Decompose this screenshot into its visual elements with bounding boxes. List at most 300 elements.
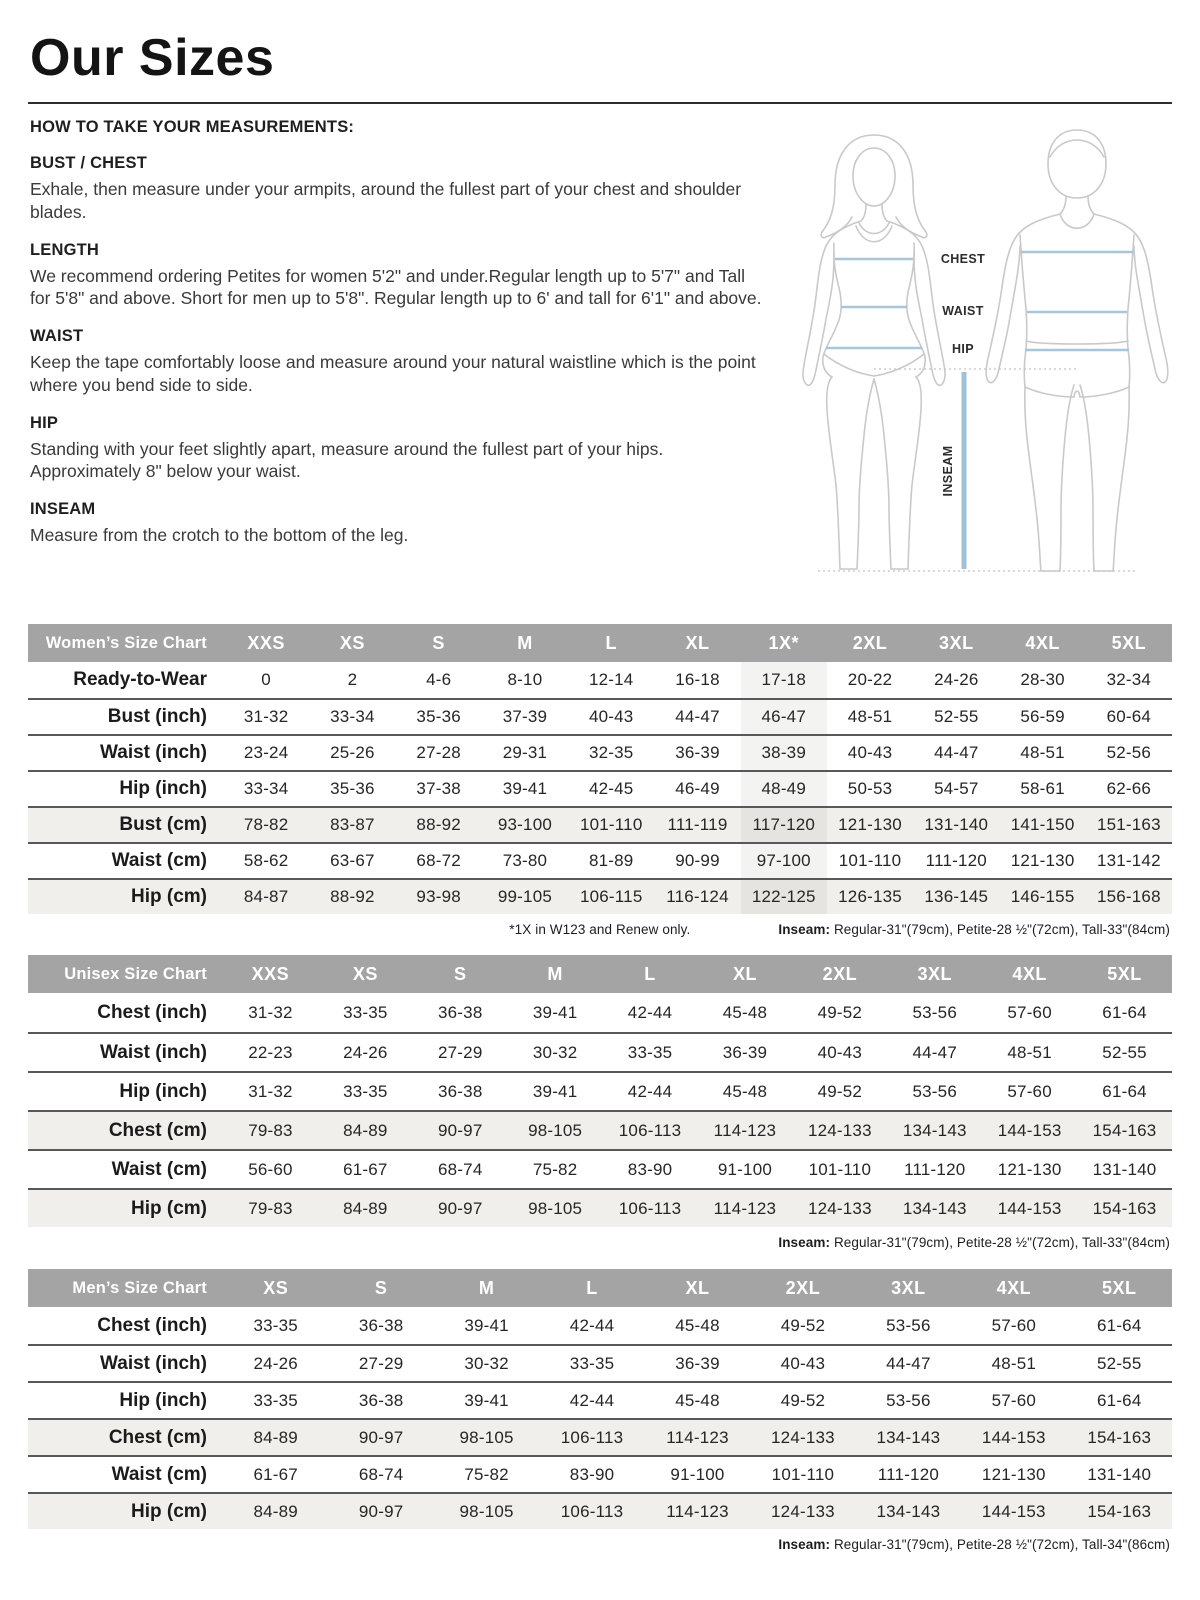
size-cell: 33-35 [253,1315,298,1335]
size-cell: 93-100 [497,815,553,834]
size-column-header: 3XL [891,1277,926,1298]
guide-dotted-lines [818,369,1137,571]
size-cell: 98-105 [459,1427,514,1447]
size-cell: 121-130 [1010,851,1075,870]
size-cell: 49-52 [817,1081,863,1101]
table-footnotes [28,1227,1172,1255]
section-heading: INSEAM [30,500,96,518]
size-cell: 40-43 [847,743,893,762]
size-column-header: 3XL [917,963,952,984]
size-cell: 27-29 [438,1042,483,1062]
size-cell: 31-32 [243,707,289,726]
size-cell: 79-83 [248,1198,293,1218]
table-header [28,955,1172,993]
size-cell: 46-49 [675,779,720,798]
row-label: Bust (inch) [107,706,207,727]
size-cell: 106-113 [618,1198,682,1218]
size-cell: 53-56 [886,1315,931,1335]
section-body: Measure from the crotch to the bottom of the leg. [30,525,409,545]
size-cell: 44-47 [912,1042,957,1062]
size-cell: 154-163 [1092,1120,1157,1140]
table-row [28,806,1172,842]
size-cell: 122-125 [741,880,827,914]
size-cell: 84-89 [343,1198,388,1218]
size-cell: 56-59 [1020,707,1065,726]
size-cell: 49-52 [817,1002,863,1022]
size-cell: 151-163 [1096,815,1161,834]
size-cell: 91-100 [717,1159,773,1179]
size-column-header: XS [263,1277,289,1298]
table-row [28,878,1172,914]
size-cell: 144-153 [997,1120,1062,1140]
size-cell: 114-123 [713,1198,777,1218]
size-cell: 44-47 [675,707,720,726]
size-cell: 62-66 [1106,779,1152,798]
row-label: Waist (inch) [100,1352,207,1374]
hip-label: HIP [951,342,975,356]
footnote-inseam: Inseam: Regular-31"(79cm), Petite-28 ½"(72cm), Tall-33"(84cm) [778,1235,1170,1250]
size-cell: 53-56 [886,1390,931,1410]
row-label: Hip (cm) [131,1197,207,1219]
row-label: Hip (cm) [131,886,207,907]
table-header [28,1269,1172,1307]
size-cell: 54-57 [934,779,979,798]
size-cell: 78-82 [243,815,289,834]
section-body: Standing with your feet slightly apart, measure around the fullest part of your hips. Approximately 8" below your waist. [30,438,664,482]
size-column-header: XS [339,632,365,653]
size-column-header: 3XL [939,632,974,653]
size-column-header: S [453,963,467,984]
size-column-header: XS [352,963,378,984]
size-cell: 35-36 [416,707,461,726]
size-cell: 63-67 [330,851,375,870]
section-body: Exhale, then measure under your armpits, around the fullest part of your chest and shoulder blades. [30,179,742,222]
size-cell: 134-143 [876,1427,941,1447]
section-body: Keep the tape comfortably loose and measure around your natural waistline which is the point where you bend side to side. [30,352,756,395]
size-cell: 24-26 [343,1042,388,1062]
size-cell: 33-35 [343,1081,388,1101]
size-cell: 24-26 [934,670,979,689]
table-title: Unisex Size Chart [64,964,207,983]
size-cell: 90-99 [675,851,720,870]
size-column-header: 5XL [1102,1277,1137,1298]
size-cell: 61-64 [1097,1315,1142,1335]
size-cell: 134-143 [902,1120,967,1140]
section-heading: WAIST [30,327,84,345]
size-cell: 57-60 [991,1315,1037,1335]
size-cell: 4-6 [426,670,452,689]
section-body: We recommend ordering Petites for women 5'2" and under.Regular length up to 5'7" and Tall for 5'8" and above. Short for men up to 5'8". Regular length up to 6' and tall for 6'1" and above. [30,265,762,309]
table-row [28,1418,1172,1455]
row-label: Chest (cm) [108,1119,207,1141]
size-cell: 60-64 [1106,707,1152,726]
size-cell: 12-14 [588,670,634,689]
size-cell: 58-62 [243,851,289,870]
size-cell: 57-60 [1007,1081,1052,1101]
size-cell: 25-26 [330,743,375,762]
size-cell: 124-133 [807,1120,872,1140]
size-cell: 154-163 [1087,1427,1152,1447]
size-cell: 91-100 [670,1464,725,1484]
size-cell: 88-92 [416,815,461,834]
measurement-instructions [28,118,770,547]
size-cell: 16-18 [675,670,720,689]
size-cell: 111-120 [877,1464,940,1484]
size-column-header: XL [685,632,710,653]
table-row [28,1110,1172,1149]
size-cell: 52-55 [1097,1353,1142,1373]
size-cell: 81-89 [588,851,634,870]
size-cell: 0 [261,670,271,689]
size-cell: 98-105 [528,1198,583,1218]
size-cell: 31-32 [248,1002,293,1022]
woman-figure [803,135,945,569]
size-column-header: 5XL [1107,963,1142,984]
size-cell: 17-18 [741,662,827,698]
size-table [28,955,1172,1255]
size-cell: 52-55 [934,707,979,726]
size-cell: 53-56 [912,1081,957,1101]
row-label: Hip (inch) [119,1389,207,1411]
size-cell: 144-153 [981,1501,1046,1521]
size-cell: 99-105 [497,887,553,906]
size-cell: 61-64 [1102,1081,1147,1101]
size-cell: 114-123 [666,1427,729,1447]
size-cell: 106-115 [579,887,643,906]
size-cell: 124-133 [771,1427,835,1447]
size-column-header: XXS [251,963,290,984]
size-cell: 117-120 [741,808,827,842]
row-label: Waist (cm) [111,1158,207,1180]
size-cell: 144-153 [997,1198,1062,1218]
size-column-header: L [644,963,656,984]
row-label: Bust (cm) [119,814,207,835]
table-row [28,1455,1172,1492]
size-tables [28,624,1172,1557]
row-label: Hip (inch) [119,1080,207,1102]
size-cell: 75-82 [532,1159,578,1179]
size-cell: 106-113 [560,1427,624,1447]
size-cell: 27-28 [416,743,461,762]
size-cell: 141-150 [1010,815,1075,834]
table-row [28,662,1172,698]
size-cell: 40-43 [588,707,634,726]
size-cell: 144-153 [981,1427,1046,1447]
size-cell: 106-113 [560,1501,624,1521]
size-cell: 36-38 [438,1002,483,1022]
size-cell: 58-61 [1020,779,1065,798]
size-column-header: 5XL [1111,632,1147,653]
size-column-header: M [478,1277,495,1298]
size-cell: 31-32 [248,1081,293,1101]
size-cell: 45-48 [675,1315,720,1335]
figure-diagram [762,118,1182,600]
table-row [28,993,1172,1032]
size-cell: 30-32 [464,1353,509,1373]
section-heading: HIP [30,413,59,432]
size-cell: 49-52 [780,1390,826,1410]
size-column-header: 2XL [852,632,888,653]
size-cell: 36-38 [438,1081,483,1101]
measurement-lines [826,252,1133,350]
size-cell: 111-120 [904,1159,966,1179]
size-cell: 101-110 [771,1464,835,1484]
table-title: Women’s Size Chart [45,633,207,652]
size-cell: 52-55 [1102,1042,1147,1062]
table-row [28,1032,1172,1071]
size-cell: 73-80 [502,851,548,870]
size-cell: 61-64 [1097,1390,1142,1410]
size-cell: 48-49 [741,772,827,806]
size-cell: 61-67 [343,1159,388,1179]
size-cell: 75-82 [464,1464,509,1484]
table-header [28,624,1172,662]
size-cell: 37-39 [502,707,548,726]
size-cell: 111-120 [925,851,987,870]
size-cell: 39-41 [532,1081,578,1101]
size-cell: 40-43 [817,1042,863,1062]
row-label: Chest (inch) [97,1314,207,1336]
size-cell: 33-35 [569,1353,615,1373]
chest-label: CHEST [940,252,986,266]
size-column-header: 4XL [1012,963,1047,984]
size-cell: 2 [347,670,358,689]
table-title: Men’s Size Chart [72,1278,207,1297]
size-cell: 44-47 [934,743,979,762]
size-cell: 8-10 [507,670,543,689]
size-cell: 154-163 [1092,1198,1157,1218]
size-table [28,624,1172,942]
size-cell: 146-155 [1010,887,1075,906]
size-cell: 124-133 [807,1198,872,1218]
page-title: Our Sizes [30,29,275,87]
table-row [28,1344,1172,1381]
size-cell: 124-133 [771,1501,835,1521]
size-cell: 52-56 [1106,743,1152,762]
row-label: Waist (cm) [111,1463,207,1485]
size-cell: 121-130 [838,815,902,834]
size-cell: 42-44 [627,1081,673,1101]
size-cell: 116-124 [666,887,729,906]
size-cell: 98-105 [459,1501,514,1521]
size-cell: 84-89 [253,1501,298,1521]
size-column-header: L [605,632,617,653]
size-cell: 84-89 [343,1120,388,1140]
size-cell: 33-35 [253,1390,298,1410]
size-cell: 48-51 [1007,1042,1052,1062]
size-cell: 68-74 [438,1159,483,1179]
table-row [28,698,1172,734]
size-cell: 121-130 [981,1464,1046,1484]
size-cell: 20-22 [847,670,893,689]
size-cell: 36-39 [675,1353,720,1373]
size-column-header: XL [732,963,757,984]
size-cell: 156-168 [1096,887,1161,906]
size-column-header: M [547,963,563,984]
size-cell: 57-60 [1007,1002,1052,1022]
size-cell: 30-32 [532,1042,578,1062]
table-row [28,1307,1172,1344]
table-row [28,1492,1172,1529]
row-label: Chest (inch) [97,1001,207,1023]
size-cell: 48-51 [847,707,893,726]
size-cell: 126-135 [838,887,902,906]
size-cell: 83-90 [627,1159,673,1179]
size-cell: 37-38 [416,779,461,798]
row-label: Waist (cm) [111,850,207,871]
size-cell: 38-39 [741,736,827,770]
size-column-header: XXS [247,632,285,653]
size-cell: 98-105 [528,1120,583,1140]
row-label: Waist (inch) [100,742,207,763]
table-footnotes [28,914,1172,942]
row-label: Ready-to-Wear [73,669,207,690]
size-cell: 106-113 [618,1120,682,1140]
size-cell: 33-35 [627,1042,673,1062]
waist-label: WAIST [942,304,984,318]
size-cell: 32-34 [1106,670,1152,689]
body-measurement-illustration [762,118,1182,600]
row-label: Chest (cm) [108,1426,207,1448]
size-cell: 53-56 [912,1002,957,1022]
size-cell: 42-44 [569,1315,615,1335]
size-cell: 90-97 [438,1120,483,1140]
table-row [28,1071,1172,1110]
size-cell: 36-38 [358,1390,404,1410]
size-cell: 36-39 [722,1042,768,1062]
size-cell: 93-98 [416,887,461,906]
footnote-inseam: Inseam: Regular-31"(79cm), Petite-28 ½"(72cm), Tall-33"(84cm) [778,922,1170,937]
size-cell: 50-53 [847,779,893,798]
size-cell: 32-35 [588,743,634,762]
size-column-header: 1X* [768,632,800,653]
size-cell: 131-140 [924,815,989,834]
size-column-header: XL [685,1277,710,1298]
table-row [28,842,1172,878]
table-row [28,770,1172,806]
section-heading: HOW TO TAKE YOUR MEASUREMENTS: [30,118,355,136]
size-cell: 39-41 [532,1002,578,1022]
size-cell: 56-60 [248,1159,293,1179]
size-cell: 111-119 [667,815,728,834]
table-row [28,734,1172,770]
size-column-header: S [374,1277,388,1298]
title-divider [28,102,1172,104]
size-cell: 46-47 [741,700,827,734]
size-cell: 121-130 [997,1159,1062,1179]
size-cell: 101-110 [579,815,643,834]
size-cell: 45-48 [675,1390,720,1410]
size-cell: 36-38 [358,1315,404,1335]
table-row [28,1381,1172,1418]
size-cell: 33-35 [343,1002,388,1022]
size-column-header: L [586,1277,598,1298]
table-row [28,1188,1172,1227]
footnote-inseam: Inseam: Regular-31"(79cm), Petite-28 ½"(72cm), Tall-34"(86cm) [778,1537,1170,1552]
size-cell: 39-41 [502,779,548,798]
size-cell: 134-143 [902,1198,967,1218]
size-cell: 90-97 [358,1501,404,1521]
size-cell: 33-34 [243,779,289,798]
size-cell: 27-29 [358,1353,404,1373]
size-cell: 48-51 [1020,743,1065,762]
size-cell: 131-140 [1092,1159,1157,1179]
table-footnotes [28,1529,1172,1557]
size-cell: 61-64 [1102,1002,1147,1022]
row-label: Hip (inch) [119,778,207,799]
size-column-header: 2XL [785,1277,821,1298]
section-heading: LENGTH [30,240,100,259]
size-cell: 40-43 [780,1353,826,1373]
size-cell: 39-41 [464,1390,509,1410]
size-cell: 42-44 [569,1390,615,1410]
size-cell: 114-123 [713,1120,777,1140]
size-cell: 136-145 [924,887,989,906]
size-cell: 39-41 [464,1315,509,1335]
size-cell: 90-97 [358,1427,404,1447]
size-table [28,1269,1172,1557]
size-cell: 29-31 [502,743,548,762]
size-cell: 48-51 [991,1353,1037,1373]
size-cell: 42-44 [627,1002,673,1022]
size-cell: 88-92 [330,887,375,906]
size-cell: 101-110 [838,851,902,870]
size-column-header: 2XL [822,963,858,984]
size-cell: 28-30 [1020,670,1065,689]
inseam-label: INSEAM [941,445,955,497]
size-cell: 23-24 [243,743,289,762]
size-cell: 45-48 [722,1002,768,1022]
size-cell: 134-143 [876,1501,941,1521]
size-cell: 84-87 [243,887,289,906]
size-cell: 84-89 [253,1427,298,1447]
size-column-header: S [432,632,445,653]
size-cell: 79-83 [248,1120,293,1140]
size-cell: 97-100 [741,844,827,878]
size-cell: 45-48 [722,1081,768,1101]
size-cell: 61-67 [253,1464,298,1484]
table-row [28,1149,1172,1188]
size-cell: 131-140 [1087,1464,1152,1484]
size-cell: 90-97 [438,1198,483,1218]
size-cell: 68-74 [358,1464,404,1484]
measurement-guide-section [28,118,1172,610]
size-cell: 101-110 [808,1159,872,1179]
size-cell: 35-36 [330,779,375,798]
size-cell: 33-34 [330,707,375,726]
row-label: Hip (cm) [131,1500,207,1522]
size-cell: 114-123 [666,1501,729,1521]
section-heading: BUST / CHEST [30,154,147,172]
size-cell: 22-23 [248,1042,293,1062]
size-cell: 44-47 [886,1353,931,1373]
size-column-header: M [517,632,533,653]
size-cell: 68-72 [416,851,461,870]
size-column-header: 4XL [1025,632,1060,653]
size-column-header: 4XL [996,1277,1032,1298]
footnote-note: *1X in W123 and Renew only. [509,922,691,937]
size-cell: 83-87 [330,815,375,834]
size-cell: 154-163 [1087,1501,1152,1521]
size-cell: 24-26 [253,1353,298,1373]
size-cell: 42-45 [588,779,634,798]
size-cell: 57-60 [991,1390,1037,1410]
size-cell: 83-90 [569,1464,615,1484]
size-cell: 36-39 [675,743,720,762]
row-label: Waist (inch) [100,1041,207,1063]
size-cell: 49-52 [780,1315,826,1335]
size-cell: 131-142 [1096,851,1161,870]
